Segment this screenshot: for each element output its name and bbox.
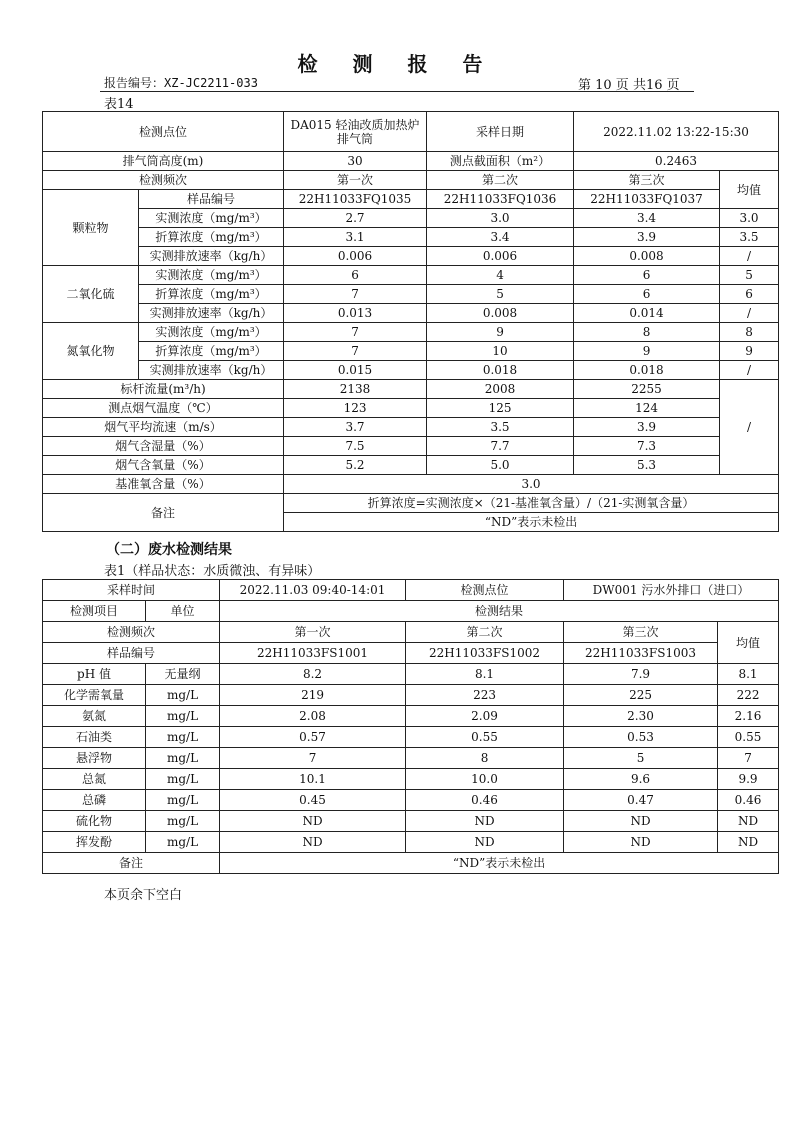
table-row xyxy=(43,685,779,706)
value-cell: ND xyxy=(406,832,564,853)
base-oxygen-label: 基准氧含量（%） xyxy=(43,475,284,494)
sample-row xyxy=(43,643,779,664)
value-cell: 0.015 xyxy=(284,361,427,380)
unit-cell: mg/L xyxy=(146,811,220,832)
unit-cell: mg/L xyxy=(146,790,220,811)
item-name: 化学需氧量 xyxy=(43,685,146,706)
frequency-3: 第三次 xyxy=(564,622,718,643)
unit-cell: mg/L xyxy=(146,832,220,853)
frequency-1: 第一次 xyxy=(284,171,427,190)
unit-cell: mg/L xyxy=(146,748,220,769)
site-label: 检测点位 xyxy=(406,580,564,601)
unit-cell: mg/L xyxy=(146,685,220,706)
wastewater-table xyxy=(42,579,779,874)
row-label: 实测排放速率（kg/h） xyxy=(139,247,284,266)
item-name: 石油类 xyxy=(43,727,146,748)
item-name: 悬浮物 xyxy=(43,748,146,769)
sample-id-2: 22H11033FS1002 xyxy=(406,643,564,664)
header-row xyxy=(43,601,779,622)
header-rule xyxy=(100,91,694,92)
value-cell: 2.09 xyxy=(406,706,564,727)
average-header: 均值 xyxy=(720,171,779,209)
value-cell: 8.2 xyxy=(220,664,406,685)
remark-label: 备注 xyxy=(43,494,284,532)
report-number-text: 报告编号：XZ-JC2211-033 xyxy=(104,76,258,90)
table-row xyxy=(43,790,779,811)
average-cell: ND xyxy=(718,832,779,853)
table-row xyxy=(43,727,779,748)
average-cell: 7 xyxy=(718,748,779,769)
group-name: 二氧化硫 xyxy=(43,266,139,323)
value-cell: ND xyxy=(220,832,406,853)
value-cell: 8 xyxy=(406,748,564,769)
date-label: 采样日期 xyxy=(427,112,574,152)
table-row xyxy=(43,748,779,769)
table14-caption: 表14 xyxy=(104,97,134,112)
sample-label: 样品编号 xyxy=(43,643,220,664)
item-name: pH 值 xyxy=(43,664,146,685)
average-cell: 3.5 xyxy=(720,228,779,247)
value-cell: 10.1 xyxy=(220,769,406,790)
average-cell: 9 xyxy=(720,342,779,361)
table-row xyxy=(43,266,779,285)
value-cell: 0.008 xyxy=(427,304,574,323)
average-cell: 222 xyxy=(718,685,779,706)
table-row xyxy=(43,285,779,304)
row-label: 实测浓度（mg/m³） xyxy=(139,323,284,342)
exhaust-gas-table xyxy=(42,111,779,532)
row-label: 实测排放速率（kg/h） xyxy=(139,304,284,323)
value-cell: 0.018 xyxy=(574,361,720,380)
unit-cell: mg/L xyxy=(146,727,220,748)
value-cell: 2.30 xyxy=(564,706,718,727)
average-cell: 0.46 xyxy=(718,790,779,811)
value-cell: 3.9 xyxy=(574,228,720,247)
base-oxygen-row xyxy=(43,475,779,494)
value-cell: 9.6 xyxy=(564,769,718,790)
row-label: 实测浓度（mg/m³） xyxy=(139,266,284,285)
group-name: 氮氧化物 xyxy=(43,323,139,380)
remark-label: 备注 xyxy=(43,853,220,874)
value-cell: 3.4 xyxy=(574,209,720,228)
remark-row xyxy=(43,494,779,513)
value-cell: 2.08 xyxy=(220,706,406,727)
average-cell: 8.1 xyxy=(718,664,779,685)
value-cell: 7 xyxy=(284,285,427,304)
value-cell: 7.9 xyxy=(564,664,718,685)
value-cell: ND xyxy=(406,811,564,832)
average-cell: ND xyxy=(718,811,779,832)
average-cell: / xyxy=(720,361,779,380)
section-area-label: 测点截面积（m²） xyxy=(427,152,574,171)
remark-row xyxy=(43,853,779,874)
value-cell: 6 xyxy=(574,285,720,304)
frequency-label: 检测频次 xyxy=(43,171,284,190)
table-row xyxy=(43,342,779,361)
value-cell: 9 xyxy=(427,323,574,342)
sample-label: 样品编号 xyxy=(139,190,284,209)
item-label: 检测项目 xyxy=(43,601,146,622)
stack-height-value: 30 xyxy=(284,152,427,171)
remark-value: “ND”表示未检出 xyxy=(220,853,779,874)
value-cell: 4 xyxy=(427,266,574,285)
average-cell: / xyxy=(720,304,779,323)
flow-average-cell: / xyxy=(720,380,779,475)
unit-cell: 无量纲 xyxy=(146,664,220,685)
row-label: 实测浓度（mg/m³） xyxy=(139,209,284,228)
table-row xyxy=(43,437,779,456)
value-cell: 6 xyxy=(574,266,720,285)
report-number xyxy=(104,74,258,91)
value-cell: 10.0 xyxy=(406,769,564,790)
sample-id-1: 22H11033FS1001 xyxy=(220,643,406,664)
average-cell: 6 xyxy=(720,285,779,304)
value-cell: 0.46 xyxy=(406,790,564,811)
value-cell: 0.55 xyxy=(406,727,564,748)
sample-id-2: 22H11033FQ1036 xyxy=(427,190,574,209)
table-row xyxy=(43,811,779,832)
value-cell: 7.5 xyxy=(284,437,427,456)
value-cell: 3.5 xyxy=(427,418,574,437)
sampling-time-label: 采样时间 xyxy=(43,580,220,601)
date-value: 2022.11.02 13:22-15:30 xyxy=(574,112,779,152)
table-row xyxy=(43,323,779,342)
value-cell: 5 xyxy=(427,285,574,304)
value-cell: 9 xyxy=(574,342,720,361)
value-cell: 0.006 xyxy=(427,247,574,266)
table-row xyxy=(43,418,779,437)
table-row xyxy=(43,664,779,685)
frequency-2: 第二次 xyxy=(427,171,574,190)
row-label: 实测排放速率（kg/h） xyxy=(139,361,284,380)
value-cell: 7 xyxy=(220,748,406,769)
average-header: 均值 xyxy=(718,622,779,664)
table-row xyxy=(43,247,779,266)
value-cell: 3.7 xyxy=(284,418,427,437)
value-cell: ND xyxy=(564,832,718,853)
unit-label: 单位 xyxy=(146,601,220,622)
sample-id-1: 22H11033FQ1035 xyxy=(284,190,427,209)
value-cell: ND xyxy=(220,811,406,832)
value-cell: 0.57 xyxy=(220,727,406,748)
frequency-1: 第一次 xyxy=(220,622,406,643)
value-cell: 0.45 xyxy=(220,790,406,811)
value-cell: 0.014 xyxy=(574,304,720,323)
group-name: 颗粒物 xyxy=(43,190,139,266)
value-cell: 7.3 xyxy=(574,437,720,456)
item-name: 总磷 xyxy=(43,790,146,811)
value-cell: 2138 xyxy=(284,380,427,399)
result-label: 检测结果 xyxy=(220,601,779,622)
footer-note: 本页余下空白 xyxy=(104,888,183,903)
base-oxygen-value: 3.0 xyxy=(284,475,779,494)
row-label: 烟气平均流速（m/s） xyxy=(43,418,284,437)
value-cell: 219 xyxy=(220,685,406,706)
value-cell: 3.1 xyxy=(284,228,427,247)
average-cell: 2.16 xyxy=(718,706,779,727)
value-cell: 0.008 xyxy=(574,247,720,266)
value-cell: 5 xyxy=(564,748,718,769)
value-cell: 123 xyxy=(284,399,427,418)
row-label: 测点烟气温度（℃） xyxy=(43,399,284,418)
table-row xyxy=(43,209,779,228)
value-cell: 8.1 xyxy=(406,664,564,685)
item-name: 总氮 xyxy=(43,769,146,790)
remark-nd-note: “ND”表示未检出 xyxy=(284,513,779,532)
row-label: 折算浓度（mg/m³） xyxy=(139,228,284,247)
unit-cell: mg/L xyxy=(146,769,220,790)
table-row xyxy=(43,361,779,380)
value-cell: 2.7 xyxy=(284,209,427,228)
item-name: 硫化物 xyxy=(43,811,146,832)
value-cell: 3.9 xyxy=(574,418,720,437)
frequency-row xyxy=(43,171,779,190)
value-cell: 0.018 xyxy=(427,361,574,380)
frequency-2: 第二次 xyxy=(406,622,564,643)
average-cell: / xyxy=(720,247,779,266)
value-cell: 2008 xyxy=(427,380,574,399)
table-row xyxy=(43,456,779,475)
value-cell: 5.3 xyxy=(574,456,720,475)
table-row xyxy=(43,769,779,790)
unit-cell: mg/L xyxy=(146,706,220,727)
value-cell: 8 xyxy=(574,323,720,342)
site-row xyxy=(43,112,779,152)
sampling-time-row xyxy=(43,580,779,601)
value-cell: 3.4 xyxy=(427,228,574,247)
table-row xyxy=(43,380,779,399)
sample-id-3: 22H11033FQ1037 xyxy=(574,190,720,209)
stack-row xyxy=(43,152,779,171)
average-cell: 3.0 xyxy=(720,209,779,228)
value-cell: 0.006 xyxy=(284,247,427,266)
table-row xyxy=(43,399,779,418)
value-cell: 124 xyxy=(574,399,720,418)
value-cell: 125 xyxy=(427,399,574,418)
frequency-row xyxy=(43,622,779,643)
stack-height-label: 排气筒高度(m) xyxy=(43,152,284,171)
average-cell: 5 xyxy=(720,266,779,285)
page-info: 第 10 页 共16 页 xyxy=(578,78,680,93)
value-cell: 10 xyxy=(427,342,574,361)
value-cell: 3.0 xyxy=(427,209,574,228)
sample-id-3: 22H11033FS1003 xyxy=(564,643,718,664)
sample-row xyxy=(43,190,779,209)
value-cell: 2255 xyxy=(574,380,720,399)
value-cell: 7.7 xyxy=(427,437,574,456)
section-area-value: 0.2463 xyxy=(574,152,779,171)
frequency-3: 第三次 xyxy=(574,171,720,190)
row-label: 烟气含湿量（%） xyxy=(43,437,284,456)
value-cell: 225 xyxy=(564,685,718,706)
table-row xyxy=(43,304,779,323)
row-label: 烟气含氧量（%） xyxy=(43,456,284,475)
value-cell: 6 xyxy=(284,266,427,285)
value-cell: 7 xyxy=(284,342,427,361)
value-cell: 0.013 xyxy=(284,304,427,323)
table-row xyxy=(43,832,779,853)
sampling-time-value: 2022.11.03 09:40-14:01 xyxy=(220,580,406,601)
row-label: 标杆流量(m³/h) xyxy=(43,380,284,399)
value-cell: 0.47 xyxy=(564,790,718,811)
average-cell: 0.55 xyxy=(718,727,779,748)
site-label: 检测点位 xyxy=(43,112,284,152)
table-row xyxy=(43,228,779,247)
value-cell: 223 xyxy=(406,685,564,706)
value-cell: 7 xyxy=(284,323,427,342)
remark-formula: 折算浓度=实测浓度×（21-基准氧含量）/（21-实测氧含量） xyxy=(284,494,779,513)
site-value: DW001 污水外排口（进口） xyxy=(564,580,779,601)
average-cell: 9.9 xyxy=(718,769,779,790)
wastewater-table-caption: 表1（样品状态：水质微浊、有异味） xyxy=(104,564,321,579)
site-value: DA015 轻油改质加热炉排气筒 xyxy=(284,112,427,152)
value-cell: 5.2 xyxy=(284,456,427,475)
value-cell: 5.0 xyxy=(427,456,574,475)
report-title: 检 测 报 告 xyxy=(297,52,497,76)
table-row xyxy=(43,706,779,727)
frequency-label: 检测频次 xyxy=(43,622,220,643)
average-cell: 8 xyxy=(720,323,779,342)
row-label: 折算浓度（mg/m³） xyxy=(139,285,284,304)
value-cell: 0.53 xyxy=(564,727,718,748)
wastewater-section-title: （二）废水检测结果 xyxy=(106,542,232,558)
item-name: 氨氮 xyxy=(43,706,146,727)
row-label: 折算浓度（mg/m³） xyxy=(139,342,284,361)
value-cell: ND xyxy=(564,811,718,832)
item-name: 挥发酚 xyxy=(43,832,146,853)
